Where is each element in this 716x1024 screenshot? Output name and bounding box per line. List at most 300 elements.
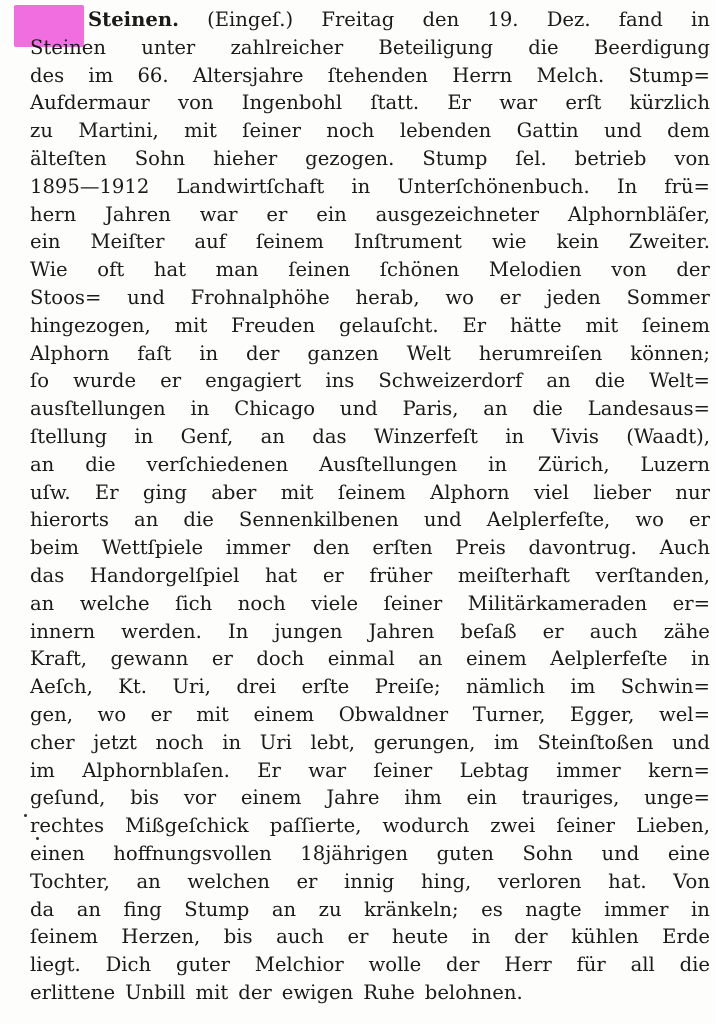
article-word: an xyxy=(136,869,161,893)
article-word: und xyxy=(339,397,378,421)
article-word: zu xyxy=(30,119,53,143)
article-word: Ingenbohl xyxy=(241,91,343,115)
article-word: hieher xyxy=(213,146,278,170)
article-word: Beerdigung xyxy=(593,35,710,59)
article-word: zahlreicher xyxy=(230,35,344,59)
article-word: hat. xyxy=(608,869,647,893)
article-word: Kraft, xyxy=(30,647,88,671)
article-word: den xyxy=(312,536,350,560)
article-line-34 xyxy=(30,923,710,951)
article-word: er xyxy=(542,619,564,643)
article-word: Inſtrument xyxy=(353,230,462,254)
article-word: war xyxy=(499,91,538,115)
article-word: herumreiſen xyxy=(478,341,603,365)
article-word: nagte xyxy=(525,897,582,921)
article-line-30 xyxy=(30,812,710,840)
article-word: Von xyxy=(673,869,710,893)
article-word: Landesaus= xyxy=(587,397,710,421)
article-word: in xyxy=(222,730,242,754)
article-word: mit xyxy=(195,980,229,1004)
article-word: ins xyxy=(325,369,355,393)
article-word: meiſterhaft xyxy=(457,563,570,587)
article-word: ſeinem xyxy=(337,480,406,504)
article-word: in xyxy=(190,397,210,421)
article-word: können; xyxy=(630,341,710,365)
article-word: wolle xyxy=(368,953,422,977)
article-word: an xyxy=(30,591,55,615)
article-word: hierorts xyxy=(30,508,109,532)
article-word: dem xyxy=(667,119,710,143)
article-word: immer xyxy=(604,897,669,921)
article-line-7 xyxy=(30,173,710,201)
article-word: Unbill xyxy=(125,980,186,1004)
article-word: wo xyxy=(635,508,664,532)
article-word: die xyxy=(594,369,626,393)
article-word: Preiſe; xyxy=(374,675,441,699)
article-word: auf xyxy=(194,230,226,254)
article-word: in xyxy=(690,897,710,921)
article-word: frü= xyxy=(664,174,710,198)
article-word: die xyxy=(183,508,214,532)
article-word: ein xyxy=(30,230,61,254)
article-word: zu xyxy=(318,897,342,921)
article-word: ſel. xyxy=(515,146,547,170)
article-word: oft xyxy=(97,258,125,282)
article-word: einem xyxy=(253,702,315,726)
article-word: ſeiner xyxy=(383,591,443,615)
article-word: in xyxy=(351,174,371,198)
article-word: Steinſtoßen xyxy=(537,730,654,754)
article-line-26 xyxy=(30,701,710,729)
article-word: Erde xyxy=(662,925,710,949)
article-line-11 xyxy=(30,284,710,312)
article-word: ging xyxy=(142,480,187,504)
article-word: erſte xyxy=(301,675,350,699)
article-word: zähe xyxy=(663,619,710,643)
article-word: Er xyxy=(257,758,281,782)
article-word: in xyxy=(691,647,710,671)
article-word: herab, xyxy=(355,285,420,309)
article-word: welchen xyxy=(187,869,270,893)
article-word: engagiert xyxy=(205,369,302,393)
article-word: drei xyxy=(236,675,277,699)
article-word: guten xyxy=(436,841,494,865)
article-word: die xyxy=(528,35,559,59)
article-word: Steinen xyxy=(30,35,106,59)
article-word: wo xyxy=(97,702,127,726)
article-word: Genf, xyxy=(180,424,234,448)
article-line-28 xyxy=(30,757,710,785)
article-word: 18jährigen xyxy=(300,841,408,865)
article-word: Schwin= xyxy=(620,675,710,699)
article-word: er xyxy=(499,285,521,309)
article-word: und xyxy=(672,730,710,754)
article-word: innig xyxy=(344,869,395,893)
article-word: Vivis xyxy=(551,424,599,448)
article-line-22 xyxy=(30,590,710,618)
article-word: nämlich xyxy=(466,675,546,699)
article-word: ſeiner xyxy=(556,814,616,838)
article-word: ſo xyxy=(30,369,50,393)
article-line-31 xyxy=(30,840,710,868)
article-word: von xyxy=(611,258,647,282)
article-line-10 xyxy=(30,256,710,284)
article-line-35 xyxy=(30,951,710,979)
article-word: ſeinen xyxy=(288,258,351,282)
article-word: innern xyxy=(30,619,96,643)
article-word: den xyxy=(422,8,460,31)
article-word: noch xyxy=(326,119,375,143)
article-word: für xyxy=(576,953,606,977)
article-word: in xyxy=(199,341,219,365)
article-word: und xyxy=(423,508,462,532)
article-word: einmal xyxy=(327,647,395,671)
article-word: hat xyxy=(264,563,298,587)
article-word: Schweizerdorf xyxy=(378,369,523,393)
article-word: lieber xyxy=(593,480,652,504)
article-word: Dich xyxy=(105,953,152,977)
article-word: betrieb xyxy=(574,146,647,170)
article-word: jeden xyxy=(546,285,601,309)
article-line-18 xyxy=(30,479,710,507)
article-word: Stump xyxy=(422,146,488,170)
article-word: und xyxy=(603,119,642,143)
article-word: das xyxy=(312,424,347,448)
article-word: an xyxy=(260,424,285,448)
article-word: Lebtag xyxy=(459,758,529,782)
article-word: Zweiter. xyxy=(628,230,710,254)
article-word: all xyxy=(630,953,655,977)
article-word: verſchiedenen xyxy=(146,452,289,476)
article-word: Aufdermaur xyxy=(30,91,150,115)
article-word: Gattin xyxy=(516,119,579,143)
article-word: Frohnalphöhe xyxy=(190,285,330,309)
article-word: Uri xyxy=(259,730,292,754)
article-word: auch xyxy=(589,619,638,643)
article-word: an xyxy=(76,897,102,921)
article-word: er xyxy=(296,869,318,893)
article-word: Ruhe xyxy=(363,980,415,1004)
article-word: von xyxy=(674,146,710,170)
article-word: ſtatt. xyxy=(370,91,420,115)
article-line-8 xyxy=(30,201,710,229)
article-line-3 xyxy=(30,62,710,90)
article-word: Turner, xyxy=(472,702,546,726)
article-word: der xyxy=(514,925,548,949)
article-word: im xyxy=(88,63,114,87)
margin-speck xyxy=(36,837,39,840)
article-word: Wie xyxy=(30,258,68,282)
article-word: der xyxy=(246,341,280,365)
article-word: liegt. xyxy=(30,953,81,977)
article-word: mit xyxy=(280,480,314,504)
article-word: einem xyxy=(240,786,302,810)
article-word: beſaß xyxy=(460,619,517,643)
article-word: kern= xyxy=(648,758,710,782)
article-word: ſchönen xyxy=(379,258,460,282)
article-word: Zürich, xyxy=(537,452,610,476)
article-word: Winzerfeſt xyxy=(373,424,478,448)
article-word: lebt, xyxy=(310,730,356,754)
article-word: im xyxy=(30,758,55,782)
article-word: gezogen. xyxy=(305,146,395,170)
article-word: heute xyxy=(391,925,449,949)
article-line-25 xyxy=(30,673,710,701)
article-word: erſten xyxy=(372,536,433,560)
article-word: In xyxy=(227,619,249,643)
article-word: mit xyxy=(174,313,208,337)
article-word: ausgezeichneter xyxy=(375,202,539,226)
article-word: mit xyxy=(196,702,229,726)
article-word: mit xyxy=(585,313,619,337)
article-word: Freuden xyxy=(231,313,316,337)
article-word: Auch xyxy=(659,536,710,560)
article-word: Melodien xyxy=(488,258,582,282)
article-word: Egger, xyxy=(569,702,635,726)
article-word: (Waadt), xyxy=(626,424,710,448)
article-word: wo xyxy=(445,285,474,309)
article-word: im xyxy=(494,730,519,754)
article-word: der xyxy=(238,980,272,1004)
article-word: er xyxy=(689,508,710,532)
article-line-15 xyxy=(30,395,710,423)
article-word: noch xyxy=(155,730,204,754)
article-word: er= xyxy=(672,591,710,615)
article-word: und xyxy=(601,841,640,865)
article-word: noch xyxy=(237,591,286,615)
article-word: guter xyxy=(175,953,230,977)
article-word: jungen xyxy=(274,619,343,643)
article-line-23 xyxy=(30,618,710,646)
article-word: hingezogen, xyxy=(30,313,151,337)
article-word: wodurch xyxy=(382,814,470,838)
article-word: Unterſchönenbuch. xyxy=(397,174,590,198)
article-word: in xyxy=(488,452,507,476)
article-word: er xyxy=(266,202,288,226)
article-word: werden. xyxy=(121,619,202,643)
article-line-5 xyxy=(30,117,710,145)
article-word: ewigen xyxy=(281,980,354,1004)
article-word: 19. xyxy=(487,8,519,31)
article-word: er xyxy=(150,702,172,726)
article-word: Melch. xyxy=(536,63,605,87)
article-word: ſeiner xyxy=(373,758,433,782)
article-word: ſeinem xyxy=(30,925,98,949)
article-line-20 xyxy=(30,534,710,562)
article-word: ſtellung xyxy=(30,424,108,448)
article-word: Luzern xyxy=(640,452,710,476)
article-word: Lieben, xyxy=(636,814,710,838)
article-word: 1895—1912 xyxy=(30,174,150,198)
article-word: fing xyxy=(123,897,162,921)
article-word: an xyxy=(30,452,55,476)
article-word: und xyxy=(127,285,165,309)
article-word: Aeſch, xyxy=(30,675,93,699)
article-word: Altersjahre xyxy=(192,63,304,87)
article-word: geſund, xyxy=(30,786,106,810)
article-word: ſeiner xyxy=(242,119,301,143)
article-word: Sohn xyxy=(522,841,573,865)
article-word: vor xyxy=(183,786,217,810)
article-word: Martini, xyxy=(78,119,159,143)
article-word: an xyxy=(134,508,159,532)
article-word: Handorgelſpiel xyxy=(89,563,240,587)
article-word: hing, xyxy=(420,869,472,893)
article-word: Jahren xyxy=(105,202,171,226)
article-word: kühlen xyxy=(571,925,639,949)
article-line-14 xyxy=(30,367,710,395)
article-word: Alphorn xyxy=(30,341,110,365)
margin-speck xyxy=(24,814,27,817)
article-word: Tochter, xyxy=(30,869,110,893)
article-line-9 xyxy=(30,228,710,256)
article-word: welche xyxy=(79,591,150,615)
article-word: es xyxy=(481,897,503,921)
article-line-19 xyxy=(30,506,710,534)
article-word: in xyxy=(471,925,491,949)
obituary-article xyxy=(30,6,710,1007)
article-word: in xyxy=(691,8,710,31)
article-word: Meiſter xyxy=(90,230,165,254)
article-word: Sennenkilbenen xyxy=(238,508,399,532)
article-line-24 xyxy=(30,645,710,673)
article-word: nur xyxy=(675,480,710,504)
article-line-17 xyxy=(30,451,710,479)
article-word: einen xyxy=(30,841,85,865)
article-word: die xyxy=(679,953,710,977)
article-word: immer xyxy=(556,758,621,782)
article-word: trauriges, xyxy=(521,786,620,810)
article-word: Stump xyxy=(184,897,250,921)
article-word: Er xyxy=(94,480,119,504)
article-word: Chicago xyxy=(234,397,316,421)
article-word: hätte xyxy=(509,313,562,337)
article-word: der xyxy=(676,258,710,282)
article-word: bis xyxy=(223,925,253,949)
article-word: Stoos= xyxy=(30,285,102,309)
article-line-4 xyxy=(30,89,710,117)
article-word: erlittene xyxy=(30,980,116,1004)
article-word: ausſtellungen xyxy=(30,397,166,421)
article-line-29 xyxy=(30,784,710,812)
article-word: in xyxy=(134,424,154,448)
article-word: war xyxy=(199,202,238,226)
article-word: an xyxy=(271,897,297,921)
article-word: gen, xyxy=(30,702,73,726)
article-line-33 xyxy=(30,896,710,924)
article-word: 66. xyxy=(137,63,169,87)
article-word: kürzlich xyxy=(629,91,710,115)
article-word: hern xyxy=(30,202,77,226)
article-word: Kt. xyxy=(118,675,148,699)
article-word: erſt xyxy=(565,91,602,115)
article-word: war xyxy=(308,758,347,782)
article-word: unge= xyxy=(644,786,710,810)
article-word: doch xyxy=(256,647,305,671)
article-word: das xyxy=(30,563,65,587)
article-word: gelauſcht. xyxy=(338,313,439,337)
article-word: Melchior xyxy=(254,953,344,977)
article-word: kränkeln; xyxy=(364,897,459,921)
article-word: Sommer xyxy=(626,285,710,309)
article-word: in xyxy=(505,424,525,448)
article-word: Stump= xyxy=(628,63,710,87)
article-word: immer xyxy=(225,536,291,560)
article-word: uſw. xyxy=(30,480,71,504)
article-line-32 xyxy=(30,868,710,896)
article-word: aber xyxy=(211,480,257,504)
article-word: cher xyxy=(30,730,75,754)
article-word: hoffnungsvollen xyxy=(113,841,272,865)
article-word: der xyxy=(446,953,480,977)
article-word: Wettſpiele xyxy=(101,536,204,560)
article-word: gewann xyxy=(110,647,189,671)
article-word: verloren xyxy=(497,869,582,893)
article-word: Jahre xyxy=(326,786,380,810)
article-word: eine xyxy=(667,841,710,865)
article-word: Er xyxy=(447,91,472,115)
article-line-36 xyxy=(30,979,710,1007)
article-word: zwei xyxy=(490,814,536,838)
article-word: wie xyxy=(491,230,527,254)
article-word: Alphorn xyxy=(430,480,510,504)
article-line-13 xyxy=(30,340,710,368)
article-line-2 xyxy=(30,34,710,62)
article-word: Militärkameraden xyxy=(467,591,648,615)
article-word: Alphornblaſen. xyxy=(82,758,230,782)
article-word: Obwaldner xyxy=(338,702,449,726)
article-word: an xyxy=(483,397,508,421)
article-word: an xyxy=(418,647,443,671)
article-word: Paris, xyxy=(402,397,459,421)
article-line-1 xyxy=(30,6,710,34)
article-word: Preis xyxy=(455,536,506,560)
article-word: unter xyxy=(141,35,196,59)
article-word: hat xyxy=(153,258,187,282)
article-word: jetzt xyxy=(93,730,137,754)
article-word: wurde xyxy=(73,369,137,393)
article-word: ein xyxy=(466,786,497,810)
article-word: Freitag xyxy=(321,8,395,31)
article-line-21 xyxy=(30,562,710,590)
article-word: davontrug. xyxy=(528,536,637,560)
article-word: bis xyxy=(130,786,160,810)
article-word: des xyxy=(30,63,65,87)
article-word: die xyxy=(85,452,116,476)
article-word: er xyxy=(160,369,182,393)
article-line-16 xyxy=(30,423,710,451)
article-word: (Eingeſ.) xyxy=(207,8,294,31)
article-word: ſtehenden xyxy=(327,63,429,87)
article-word: er xyxy=(322,563,344,587)
article-word: Herzen, xyxy=(121,925,201,949)
article-word: Aelplerfeſte, xyxy=(486,508,611,532)
article-word: einem xyxy=(466,647,527,671)
article-word: gerungen, xyxy=(373,730,476,754)
article-word: beim xyxy=(30,536,79,560)
article-word: Ausſtellungen xyxy=(319,452,458,476)
article-word: von xyxy=(178,91,214,115)
article-word: Jahren xyxy=(368,619,435,643)
article-word: Dez. xyxy=(546,8,591,31)
article-word: die xyxy=(532,397,563,421)
article-word: viele xyxy=(311,591,359,615)
article-word: faſt xyxy=(137,341,172,365)
article-word: Mißgeſchick xyxy=(125,814,249,838)
article-word: mit xyxy=(184,119,217,143)
article-word: Uri, xyxy=(172,675,211,699)
article-line-6 xyxy=(30,145,710,173)
